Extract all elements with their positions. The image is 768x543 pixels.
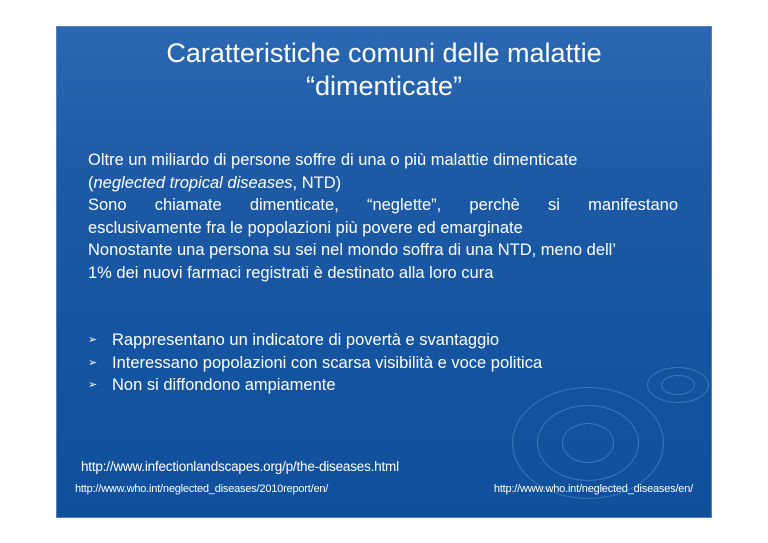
link-who-2010-report[interactable]: http://www.who.int/neglected_diseases/2010report/en/ [75, 483, 329, 495]
paragraph-3-line-2: 1% dei nuovi farmaci registrati è destinato alla loro cura [88, 263, 494, 282]
ripple-decoration [562, 423, 614, 463]
bullet-item [88, 352, 678, 375]
paragraph-1-end: , NTD) [292, 173, 342, 192]
bullet-text: Non si diffondono ampiamente [112, 376, 336, 394]
title-line-1: Caratteristiche comuni delle malattie [166, 38, 602, 68]
bullet-text: Rappresentano un indicatore di povertà e svantaggio [112, 331, 500, 349]
paragraph-1-paren: ( [88, 173, 94, 192]
arrow-bullet-icon: ➢ [88, 379, 98, 391]
bullet-item [88, 374, 678, 397]
bullet-list [88, 329, 678, 397]
bullet-item [88, 329, 678, 352]
arrow-bullet-icon: ➢ [88, 356, 98, 369]
paragraph-1-start: Oltre un miliardo di persone soffre di una o più malattie dimenticate [88, 151, 578, 169]
arrow-bullet-icon: ➢ [88, 334, 98, 346]
bullet-text: Interessano popolazioni con scarsa visibilità e voce politica [112, 353, 543, 372]
paragraph-1-italic: neglected tropical diseases [93, 173, 293, 192]
paragraph-1 [88, 149, 678, 194]
link-who-neglected-diseases[interactable]: http://www.who.int/neglected_diseases/en/ [493, 483, 693, 495]
body-text [88, 149, 678, 284]
slide-title [57, 37, 711, 103]
link-infectionlandscapes[interactable]: http://www.infectionlandscapes.org/p/the-diseases.html [81, 459, 399, 474]
slide [56, 26, 712, 518]
paragraph-2-line-2: esclusivamente fra le popolazioni più povere ed emarginate [88, 218, 523, 237]
paragraph-2-line-1: Sono chiamate dimenticate, “neglette”, perchè si manifestano [88, 196, 678, 214]
paragraph-3-line-1: Nonostante una persona su sei nel mondo soffra di una NTD, meno dell’ [88, 241, 617, 259]
title-line-2: “dimenticate” [305, 71, 463, 101]
